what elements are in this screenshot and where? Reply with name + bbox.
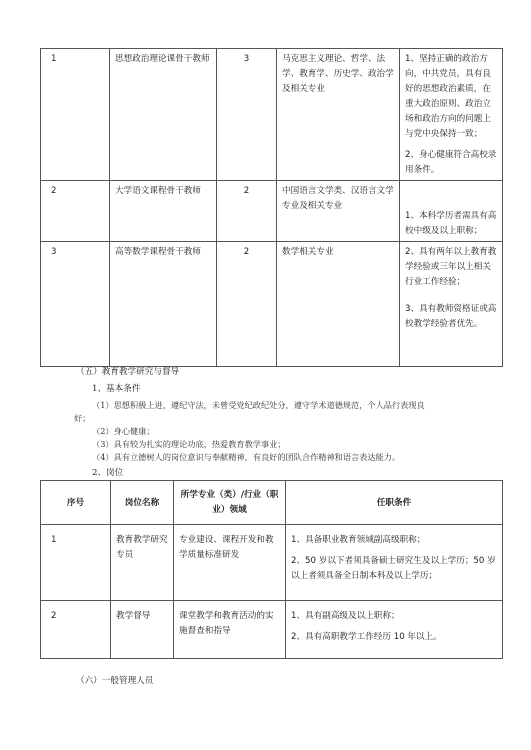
row-number: 3: [41, 242, 110, 367]
basic-condition-line: （1）思想积极上进，遵纪守法，未曾受党纪政纪处分，遵守学术道德规范，个人品行表现良: [92, 400, 425, 410]
major-requirement: 马克思主义理论、哲学、法学、教育学、历史学、政治学及相关专业: [277, 49, 400, 181]
row-number: 2: [41, 601, 111, 659]
row-number: 1: [41, 49, 110, 181]
job-conditions: [400, 49, 503, 181]
condition-item: 2、50 岁以下者须具备硕士研究生及以上学历；50 岁以上者须具备全日制本科及以上学历；: [291, 556, 496, 581]
basic-condition-line: （3）具有较为扎实的理论功底，热爱教育教学事业；: [92, 439, 286, 449]
condition-item: 2、具有高职教学工作经历 10 年以上。: [291, 632, 442, 642]
section-5-title: （五）教育教学研究与督导: [76, 367, 180, 377]
table-row: [41, 525, 503, 601]
section-5-sub-positions: 2、岗位: [92, 468, 124, 478]
header-number: 序号: [41, 481, 111, 525]
table-row: [41, 181, 503, 242]
major-requirement: 数学相关专业: [277, 242, 400, 367]
job-conditions: [286, 601, 503, 659]
job-conditions: [286, 525, 503, 601]
table-row: [41, 601, 503, 659]
position-name: 大学语文课程骨干教师: [110, 181, 217, 242]
table-row: [41, 242, 503, 367]
header-position: 岗位名称: [111, 481, 174, 525]
condition-item: 1、具有副高级及以上职称；: [291, 611, 400, 621]
job-conditions: [400, 242, 503, 367]
job-conditions: [400, 181, 503, 242]
major-requirement: 课堂教学和教育活动的实施督查和指导: [174, 601, 286, 659]
row-number: 1: [41, 525, 111, 601]
position-name: 思想政治理论课骨干教师: [110, 49, 217, 181]
section-5-sub-basic: 1、基本条件: [92, 384, 141, 394]
basic-condition-line: 好；: [74, 413, 91, 423]
header-major: 所学专业（类）/行业（职业）领域: [174, 481, 286, 525]
position-count: 3: [217, 49, 277, 181]
condition-item: 1、具备职业教育领域副高级职称；: [291, 535, 426, 545]
position-count: 2: [217, 242, 277, 367]
condition-item: 1、本科学历者需具有高校中级及以上职称；: [405, 211, 497, 236]
condition-item: 2、具有两年以上教育教学经验或三年以上相关行业工作经验；: [405, 247, 497, 287]
condition-item: 3、具有教师资格证或高校教学经验者优先。: [405, 304, 497, 329]
section-6-title: （六）一般管理人员: [76, 676, 154, 686]
table-row: [41, 49, 503, 181]
major-requirement: 专业建设、课程开发和教学质量标准研发: [174, 525, 286, 601]
position-name: 高等数学课程骨干教师: [110, 242, 217, 367]
positions-table-2: [40, 480, 503, 659]
condition-item: 2、身心健康符合高校录用条件。: [405, 150, 497, 175]
basic-condition-line: （2）身心健康；: [92, 426, 155, 436]
positions-table-1: [40, 48, 503, 367]
basic-condition-line: （4）具有立德树人的岗位意识与奉献精神，有良好的团队合作精神和语言表达能力。: [92, 452, 401, 462]
table-header-row: [41, 481, 503, 525]
position-name: 教学督导: [111, 601, 174, 659]
position-count: 2: [217, 181, 277, 242]
major-requirement: 中国语言文学类、汉语言文学专业及相关专业: [277, 181, 400, 242]
position-name: 教育教学研究专员: [111, 525, 174, 601]
condition-item: 1、坚持正确的政治方向，中共党员，具有良好的思想政治素质，在重大政治原则、政治立场和政治方向的问题上与党中央保持一致；: [405, 54, 491, 139]
header-conditions: 任职条件: [286, 481, 503, 525]
row-number: 2: [41, 181, 110, 242]
